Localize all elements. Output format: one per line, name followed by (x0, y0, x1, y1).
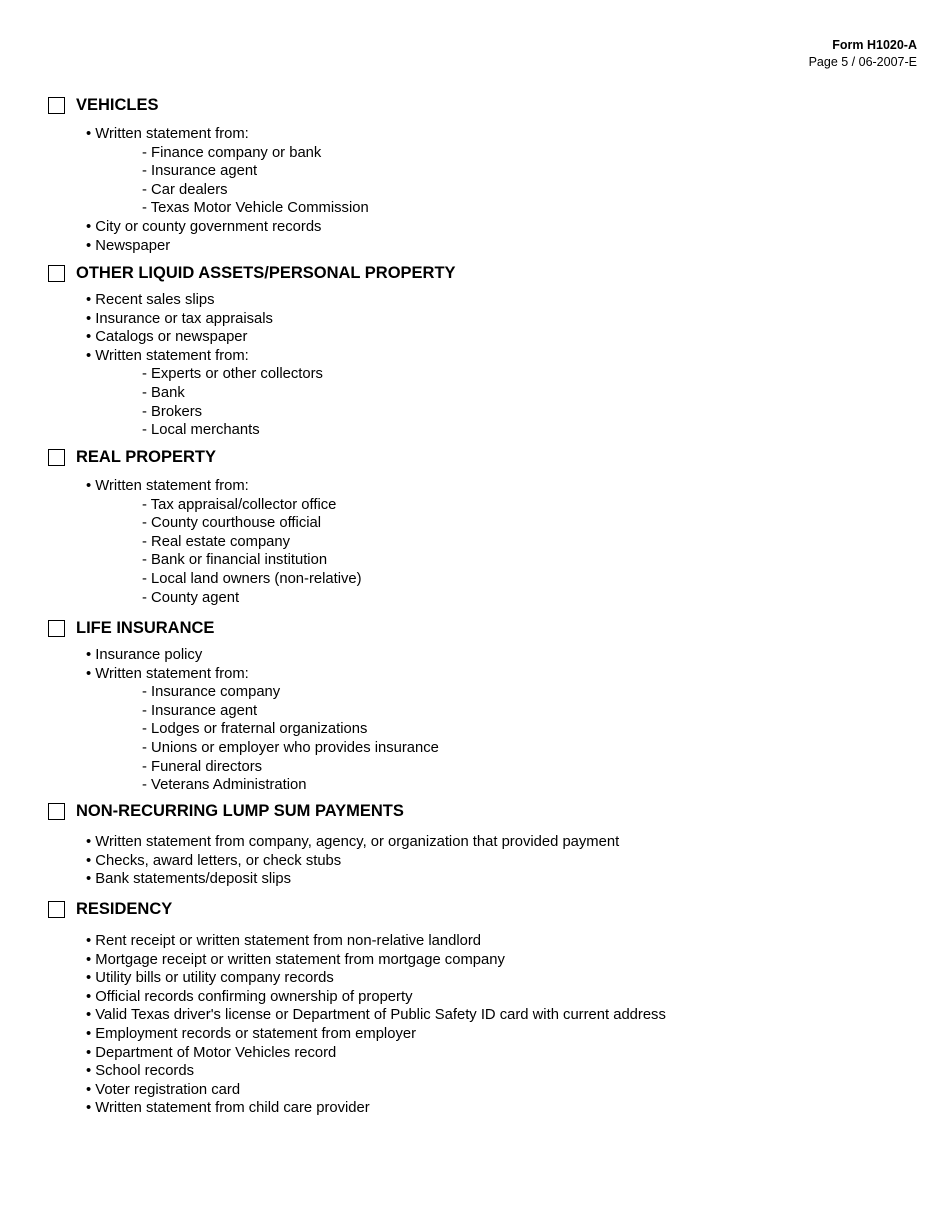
list-subitem: - Insurance company (142, 684, 281, 701)
list-item: • City or county government records (86, 219, 322, 235)
list-subitem: - Lodges or fraternal organizations (142, 721, 368, 738)
list-item: • Insurance policy (86, 647, 203, 663)
list-item: • Written statement from: (86, 126, 249, 142)
list-item: • Written statement from company, agency, or organization that provided payment (86, 834, 620, 850)
list-item: • Mortgage receipt or written statement from mortgage company (86, 951, 505, 968)
list-item: • Written statement from: (86, 478, 249, 494)
list-subitem: - Local merchants (142, 422, 260, 439)
list-subitem: - Insurance agent (142, 702, 258, 719)
list-item: • Bank statements/deposit slips (86, 871, 292, 888)
list-item: • Utility bills or utility company records (86, 970, 334, 987)
section-title: OTHER LIQUID ASSETS/PERSONAL PROPERTY (76, 264, 456, 282)
section-title: REAL PROPERTY (76, 448, 216, 466)
list-item: • Insurance or tax appraisals (86, 310, 273, 327)
section-title: VEHICLES (76, 96, 159, 114)
residency-checkbox[interactable] (48, 901, 65, 918)
list-subitem: - Brokers (142, 403, 203, 420)
list-item: • Department of Motor Vehicles record (86, 1044, 337, 1061)
vehicles-checkbox[interactable] (48, 97, 65, 114)
list-item: • Written statement from: (86, 665, 249, 682)
list-item: • Catalogs or newspaper (86, 329, 248, 346)
list-item: • Voter registration card (86, 1081, 241, 1098)
other-liquid-assets-checkbox[interactable] (48, 265, 65, 282)
list-item: • Checks, award letters, or check stubs (86, 852, 342, 869)
list-item: • Official records confirming ownership of property (86, 988, 413, 1005)
list-item: • Employment records or statement from employer (86, 1026, 417, 1042)
list-item: • Written statement from: (86, 347, 249, 364)
list-subitem: - Car dealers (142, 181, 228, 198)
list-item: • Rent receipt or written statement from non-relative landlord (86, 933, 482, 949)
real-property-checkbox[interactable] (48, 449, 65, 466)
list-subitem: - Bank (142, 385, 185, 401)
form-number: Form H1020-A (832, 38, 917, 52)
list-subitem: - Insurance agent (142, 163, 258, 180)
list-item: • Written statement from child care provider (86, 1100, 370, 1117)
page-info: Page 5 / 06-2007-E (808, 55, 917, 69)
list-subitem: - Funeral directors (142, 758, 263, 775)
list-item: • Newspaper (86, 237, 171, 254)
life-insurance-checkbox[interactable] (48, 620, 65, 637)
form-header (809, 37, 917, 71)
list-subitem: - Unions or employer who provides insurance (142, 740, 439, 756)
list-item: • School records (86, 1063, 194, 1080)
section-title: NON-RECURRING LUMP SUM PAYMENTS (76, 802, 404, 820)
list-subitem: - Finance company or bank (142, 144, 322, 161)
list-subitem: - Real estate company (142, 533, 291, 550)
section-title: RESIDENCY (76, 900, 173, 918)
section-title: LIFE INSURANCE (76, 619, 215, 637)
list-subitem: - County agent (142, 589, 240, 606)
list-subitem: - Experts or other collectors (142, 366, 323, 383)
list-subitem: - Tax appraisal/collector office (142, 496, 337, 513)
list-subitem: - Texas Motor Vehicle Commission (142, 200, 369, 217)
list-subitem: - Bank or financial institution (142, 552, 328, 569)
list-item: • Recent sales slips (86, 292, 215, 308)
lump-sum-payments-checkbox[interactable] (48, 803, 65, 820)
list-subitem: - County courthouse official (142, 515, 322, 532)
list-subitem: - Local land owners (non-relative) (142, 571, 362, 587)
list-item: • Valid Texas driver's license or Department of Public Safety ID card with current address (86, 1007, 666, 1024)
list-subitem: - Veterans Administration (142, 777, 307, 794)
